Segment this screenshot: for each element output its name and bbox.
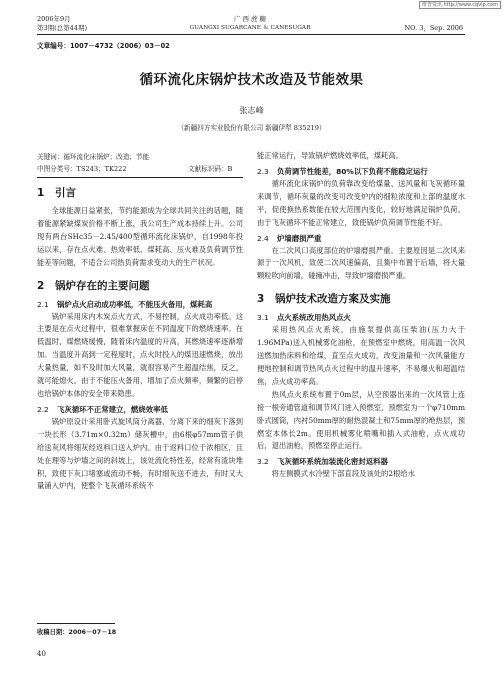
paragraph: 锅炉原设计采用卧式旋风筒分离器，分离下来的细灰下落到一块长形（3.71m×0.32m）储灰槽中，由6根φ57mm管子供给送灰风将细灰经返料口送入炉内。由于返料口位于浓相区，且处在理等与炉墙之间的斜坡上，该处流化特性差，经常有渣块堆积，致使下灰口堵塞或流动不畅，有时细灰送不进去，有时又大量涌入炉内，使整个飞灰循环系统不 [37,416,243,491]
subsection-number: 2.2 [37,404,49,414]
paragraph: 热风点火系统布置于0m层，从空预器出来的一次风管上连接一根旁通管道和调节风门进入预燃室，预燃室为一个φ710mm卧式圆筒，内衬50mm厚的耐热混凝土和75mm厚的绝热层，预燃室本体长2m。使用机械雾化喷嘴和插入式油枪，点火成功后，退出油枪，预燃室停止运行。 [257,389,465,451]
document-code: 文献标识码：B [188,165,233,173]
subsection-number: 2.3 [257,166,269,176]
subsection-2-3-heading [257,166,465,177]
article-number: 文章编号：1007－4732（2006）03－02 [37,42,170,50]
subsection-title: 锅炉点火启动成功率低，不能压火备用，煤耗高 [57,299,213,309]
received-date: 收稿日期：2006－07－18 [37,629,117,636]
watermark: 维普资讯 http://www.cqvip.com [419,1,501,9]
subsection-title: 飞灰循环不正常建立，燃烧效率低 [57,404,168,414]
abstract-rule [37,177,243,178]
subsection-3-2-heading [257,456,465,467]
affiliation: （新疆四方实业股份有限公司 新疆伊犁 835219） [177,124,326,132]
section-title: 锅炉技术改造方案及实施 [275,293,391,306]
paragraph: 能正常运行，导致锅炉燃烧效率低，煤耗高。 [257,151,403,160]
subsection-2-2-heading [37,404,243,415]
subsection-number: 2.1 [37,299,49,309]
subsection-title: 点火系统改用热风点火 [277,313,351,323]
subsection-title: 飞灰循环系统加装流化密封返料器 [277,457,388,467]
keywords: 关键词：循环流化床锅炉；改造；节能 [37,153,150,161]
classification-number: 中图分类号：TS243；TK222 [37,165,127,173]
section-title: 引言 [55,187,76,199]
left-column [37,183,243,493]
subsection-2-4-heading [257,233,465,244]
section-3-heading [257,291,465,306]
subsection-number: 3.2 [257,457,269,467]
section-number: 1 [37,187,45,199]
paragraph: 锅炉采用床内木炭点火方式，不易控制，点火成功率低。这主要是在点火过程中，很难掌握床在不同温度下的燃烧速率。在低温时，煤燃烧缓慢，随着床内温度的升高，其燃烧速率逐渐增加。当温度升高到一定程度时，点火时投入的煤迅速燃烧，放出大量热量，如不及时加大风量，就很容易产生超温结焦，反之，就可能熄火。由于不能压火备用，增加了点火频率，频繁的启停也给锅炉本体的安全带来隐患。 [37,311,243,398]
section-number: 3 [257,293,265,306]
author: 张志峰 [239,105,264,115]
header-journal-cn: 广 西 蔗 糖 [233,15,267,23]
header-issue-no: NO. 3，Sep. 2006 [404,24,463,32]
section-number: 2 [37,279,45,292]
header-journal-en: GUANGXI SUGARCANE ＆ CANESUGAR [189,25,311,31]
subsection-number: 3.1 [257,313,269,323]
section-2-heading [37,278,243,293]
section-1-heading [37,185,243,200]
footnote-rule [37,623,115,624]
header-rule [37,34,465,35]
paragraph: 将左侧膜式水冷壁下部直段及该处的2根给水 [271,469,415,479]
paragraph: 循环流化床锅炉的负荷靠改变给煤量、送风量和飞灰循环量来调节，循环灰量的改变可改变炉内的细粒浓度和上部的温度水平，促使换热系数能在较大范围内变化，较好地满足锅炉负荷。由于飞灰循环不能正常建立，致使锅炉负荷调节性能不好。 [257,178,465,227]
header-date: 2006年9月 [37,15,71,23]
right-column [257,150,465,481]
subsection-number: 2.4 [257,233,269,243]
header-issue: 第3期(总第44期) [37,24,87,32]
page-number: 40 [37,650,46,658]
paragraph: 全球能源日益紧张，节约能源成为全球共同关注的话题，随着能源紧缺煤炭价格不断上涨，我公司生产成本持续上升。公司现有两台SHc35－2.45/400型循环流化床锅炉，自1998年投运以来，存在点火难、热效率低、煤耗高、压火难及负荷调节性能差等问题，不适合公司热负荷需求变动大的生产状况。 [37,206,243,267]
subsection-2-1-heading [37,299,243,310]
article-title: 循环流化床锅炉技术改造及节能效果 [139,72,364,88]
paragraph: 采用热风点火系统，由施泵提供高压柴油(压力大于1.96MPa)送入机械雾化油枪，在预燃室中燃烧，用高温一次风送燃加热床料和给煤，直至点火成功，改变油量和一次风量能方便地控制和调节热风点火过程中的温升速率，不易爆火和超温结焦，点火成功率高。 [257,325,465,386]
subsection-title: 炉墙磨损严重 [277,233,322,243]
section-title: 锅炉存在的主要问题 [55,279,150,292]
subsection-3-1-heading [257,312,465,323]
subsection-title: 负荷调节性能差，80%以下负荷不能稳定运行 [277,166,428,176]
paragraph: 在二次风口高度部位的炉墙磨损严重。主要原因是二次风来源于一次风机，致使二次风速偏高，且集中布置于后墙，将大量颗粒吹向前墙，碰撞冲击，导致炉墙磨损严重。 [257,245,465,281]
